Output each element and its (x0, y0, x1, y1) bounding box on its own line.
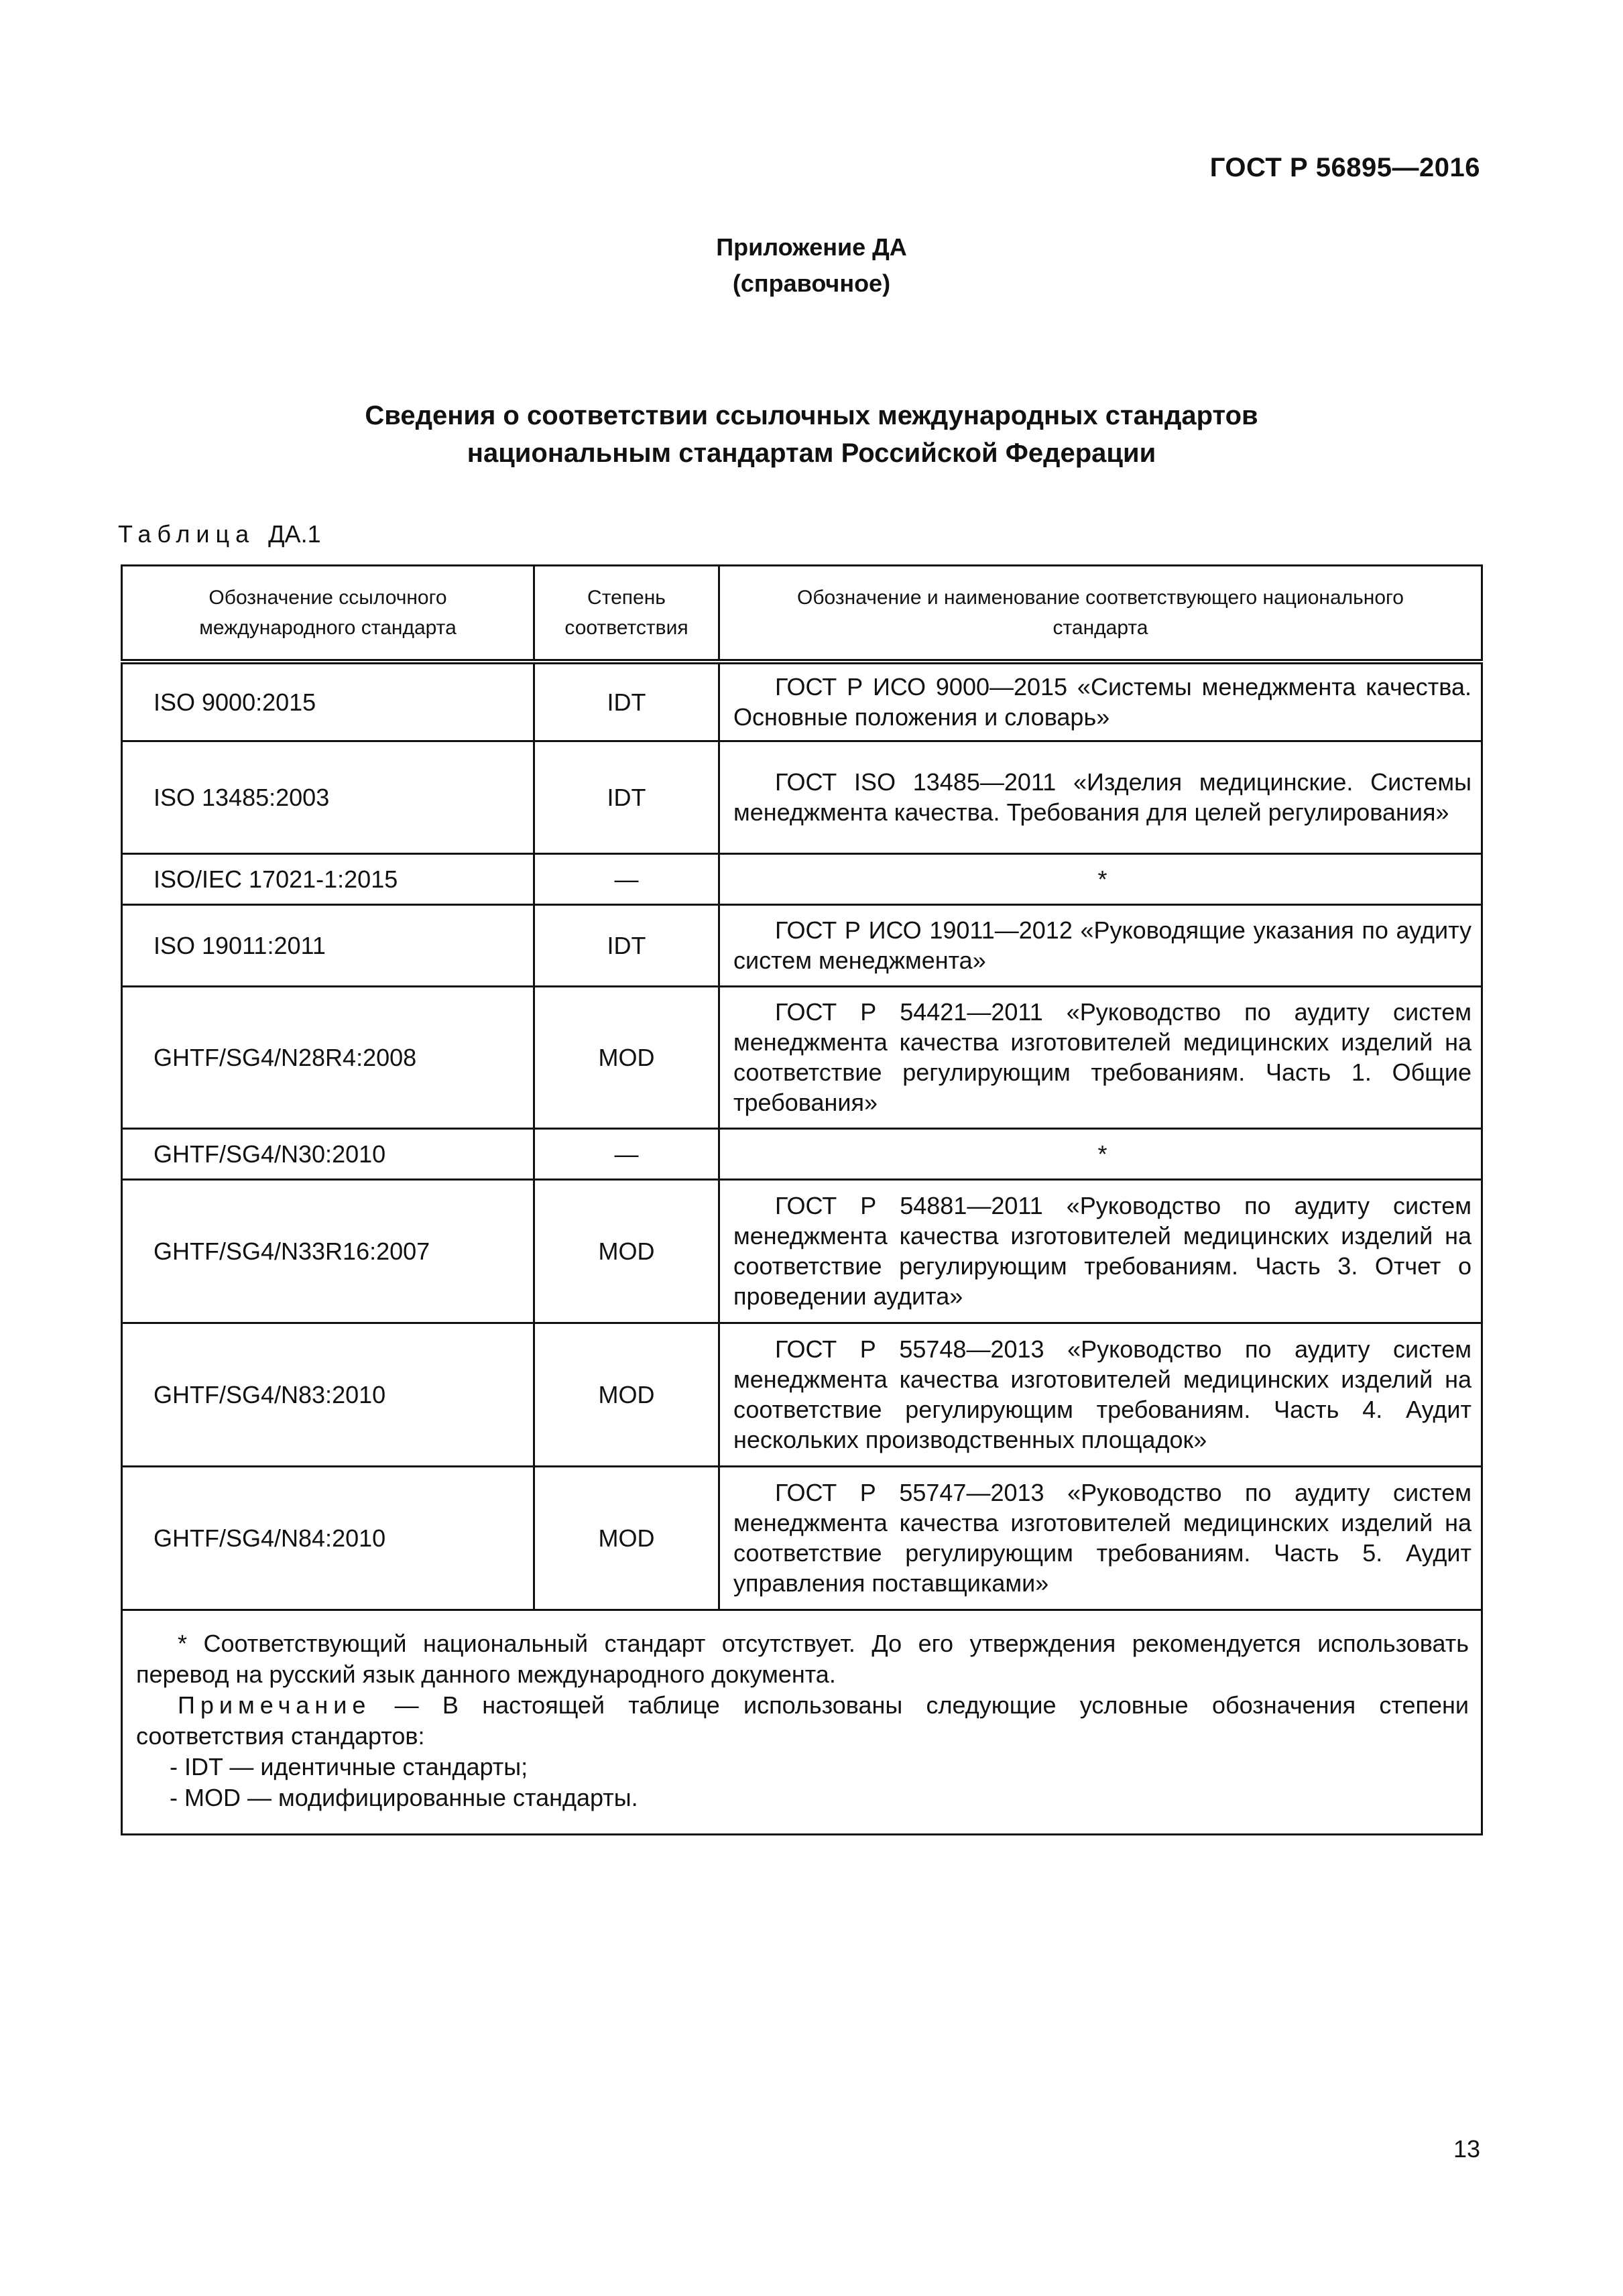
table-label (118, 520, 321, 548)
cell-national-standard: ГОСТ Р 54881—2011 «Руководство по аудиту систем менеджмента качества изготовителей медицинских изделий на соответствие регулирующим требованиям. Часть 3. Отчет о проведении аудита» (719, 1179, 1482, 1323)
cell-reference-standard: GHTF/SG4/N83:2010 (122, 1323, 534, 1466)
cell-reference-standard: GHTF/SG4/N28R4:2008 (122, 986, 534, 1128)
cell-national-standard: ГОСТ Р 54421—2011 «Руководство по аудиту систем менеджмента качества изготовителей медицинских изделий на соответствие регулирующим требованиям. Часть 1. Общие требования» (719, 986, 1482, 1128)
appendix-title: Приложение ДА (716, 233, 907, 261)
cell-national-standard: ГОСТ ISO 13485—2011 «Изделия медицинские. Системы менеджмента качества. Требования для целей регулирования» (719, 741, 1482, 853)
table-row (122, 853, 1482, 904)
header-reference-standard: Обозначение ссылочного международного стандарта (122, 566, 534, 662)
table-label-number: ДА.1 (268, 520, 321, 548)
header-national-standard: Обозначение и наименование соответствующего национального стандарта (719, 566, 1482, 662)
cell-degree: MOD (534, 1179, 719, 1323)
table-notes (122, 1610, 1482, 1834)
cell-degree: MOD (534, 1466, 719, 1610)
table-footnote: * Соответствующий национальный стандарт отсутствует. До его утверждения рекомендуется использовать перевод на русский язык данного международного документа. (136, 1629, 1469, 1688)
note-item-mod: - MOD — модифицированные стандарты. (170, 1783, 638, 1811)
table-notes-row (122, 1610, 1482, 1834)
cell-degree: — (534, 853, 719, 904)
cell-degree: IDT (534, 662, 719, 741)
cell-degree: MOD (534, 1323, 719, 1466)
appendix-heading (0, 229, 1623, 302)
cell-national-standard: * (719, 1128, 1482, 1179)
table-row (122, 904, 1482, 986)
cell-reference-standard: ISO 9000:2015 (122, 662, 534, 741)
section-title (0, 397, 1623, 472)
table-header-row (122, 566, 1482, 662)
table-row (122, 1323, 1482, 1466)
table-row (122, 1128, 1482, 1179)
table-row (122, 1179, 1482, 1323)
header-degree-of-correspondence: Степень соответствия (534, 566, 719, 662)
table-note (136, 1690, 1469, 1752)
correspondence-table (121, 564, 1483, 1835)
table-label-word: Таблица (118, 520, 255, 548)
cell-reference-standard: ISO/IEC 17021-1:2015 (122, 853, 534, 904)
cell-reference-standard: GHTF/SG4/N30:2010 (122, 1128, 534, 1179)
cell-reference-standard: ISO 13485:2003 (122, 741, 534, 853)
cell-degree: IDT (534, 904, 719, 986)
appendix-subtitle: (справочное) (732, 269, 891, 297)
cell-national-standard: ГОСТ Р 55747—2013 «Руководство по аудиту систем менеджмента качества изготовителей медицинских изделий на соответствие регулирующим требованиям. Часть 5. Аудит управления поставщиками» (719, 1466, 1482, 1610)
cell-national-standard: ГОСТ Р 55748—2013 «Руководство по аудиту систем менеджмента качества изготовителей медицинских изделий на соответствие регулирующим требованиям. Часть 4. Аудит нескольких производственных площадок» (719, 1323, 1482, 1466)
cell-degree: MOD (534, 986, 719, 1128)
table-row (122, 1466, 1482, 1610)
section-title-line-2: национальным стандартам Российской Федерации (467, 438, 1156, 468)
section-title-line-1: Сведения о соответствии ссылочных международных стандартов (365, 401, 1258, 430)
cell-national-standard: * (719, 853, 1482, 904)
note-label: Примечание (178, 1691, 371, 1719)
cell-reference-standard: GHTF/SG4/N84:2010 (122, 1466, 534, 1610)
cell-degree: — (534, 1128, 719, 1179)
cell-reference-standard: ISO 19011:2011 (122, 904, 534, 986)
cell-degree: IDT (534, 741, 719, 853)
table-row (122, 986, 1482, 1128)
cell-national-standard: ГОСТ Р ИСО 9000—2015 «Системы менеджмента качества. Основные положения и словарь» (719, 662, 1482, 741)
note-text: — В настоящей таблице использованы следующие условные обозначения степени соответствия стандартов: (136, 1691, 1469, 1750)
table-row (122, 662, 1482, 741)
table-row (122, 741, 1482, 853)
page-number: 13 (1453, 2135, 1480, 2163)
cell-reference-standard: GHTF/SG4/N33R16:2007 (122, 1179, 534, 1323)
document-id: ГОСТ Р 56895—2016 (1209, 153, 1480, 182)
note-item-idt: - IDT — идентичные стандарты; (170, 1752, 528, 1780)
cell-national-standard: ГОСТ Р ИСО 19011—2012 «Руководящие указания по аудиту систем менеджмента» (719, 904, 1482, 986)
